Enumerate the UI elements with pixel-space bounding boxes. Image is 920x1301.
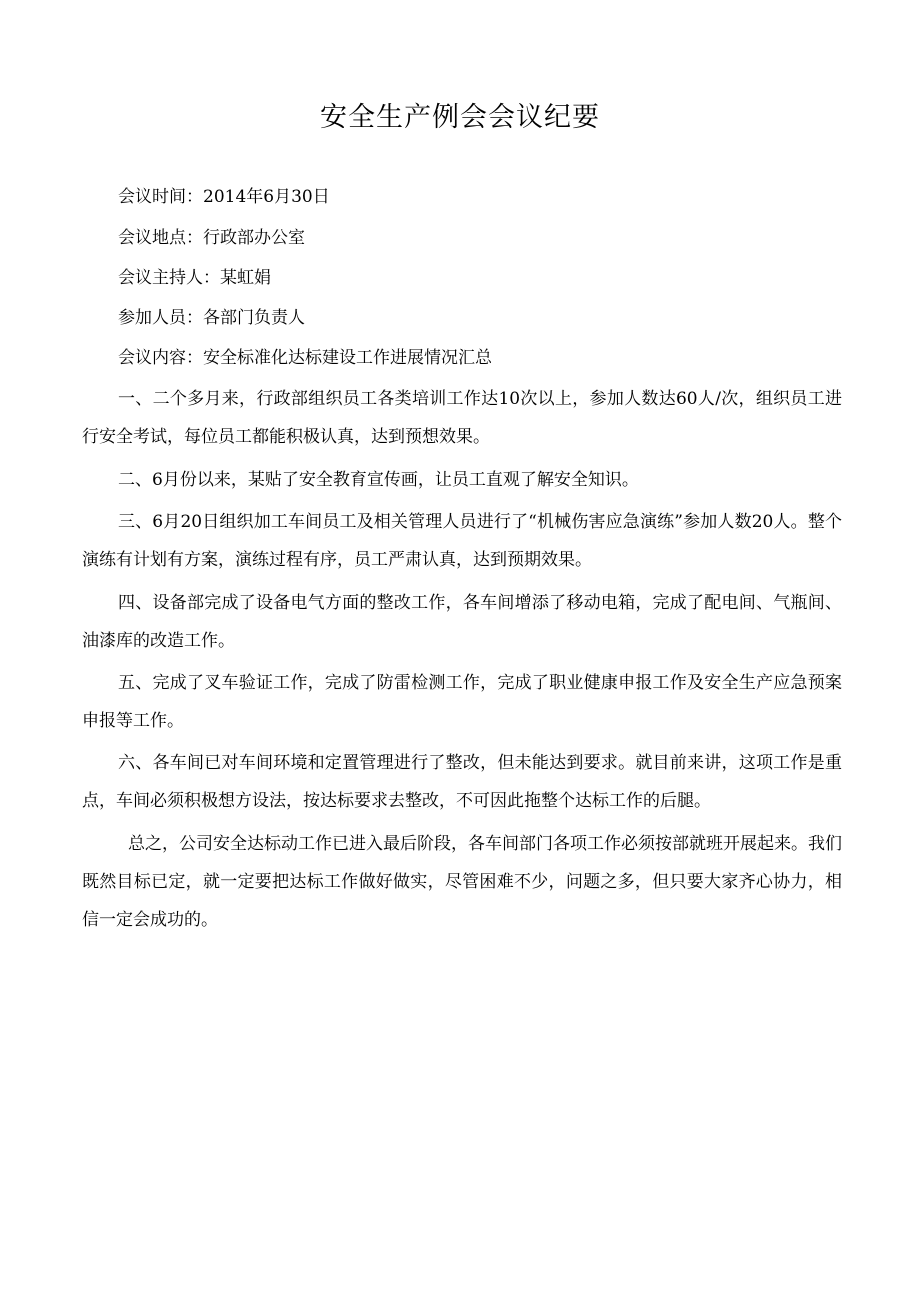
document-title: 安全生产例会会议纪要 xyxy=(320,102,600,133)
paragraph-6: 六、各车间已对车间环境和定置管理进行了整改，但未能达到要求。就目前来讲，这项工作是重点，车间必须积极想方设法，按达标要求去整改，不可因此拖整个达标工作的后腿。 xyxy=(82,753,842,811)
meeting-attendees: 参加人员：各部门负责人 xyxy=(118,308,305,328)
paragraph-1: 一、二个多月来，行政部组织员工各类培训工作达10次以上，参加人数达60人/次，组织员工进行安全考试，每位员工都能积极认真，达到预想效果。 xyxy=(82,389,842,447)
meeting-place: 会议地点：行政部办公室 xyxy=(118,228,305,248)
meeting-host: 会议主持人：某虹娟 xyxy=(118,268,271,288)
paragraph-2: 二、6月份以来，某贴了安全教育宣传画，让员工直观了解安全知识。 xyxy=(118,470,639,490)
paragraph-4: 四、设备部完成了设备电气方面的整改工作，各车间增添了移动电箱，完成了配电间、气瓶间、油漆库的改造工作。 xyxy=(82,593,842,651)
meeting-content: 会议内容：安全标准化达标建设工作进展情况汇总 xyxy=(118,348,492,368)
paragraph-5: 五、完成了叉车验证工作，完成了防雷检测工作，完成了职业健康申报工作及安全生产应急预案申报等工作。 xyxy=(82,673,842,731)
meeting-time: 会议时间：2014年6月30日 xyxy=(118,187,330,207)
paragraph-3: 三、6月20日组织加工车间员工及相关管理人员进行了“机械伤害应急演练”参加人数20人。整个演练有计划有方案，演练过程有序，员工严肃认真，达到预期效果。 xyxy=(82,512,842,570)
paragraph-7: 总之，公司安全达标动工作已进入最后阶段，各车间部门各项工作必须按部就班开展起来。我们既然目标已定，就一定要把达标工作做好做实，尽管困难不少，问题之多，但只要大家齐心协力，相信一定会成功的。 xyxy=(82,834,842,930)
